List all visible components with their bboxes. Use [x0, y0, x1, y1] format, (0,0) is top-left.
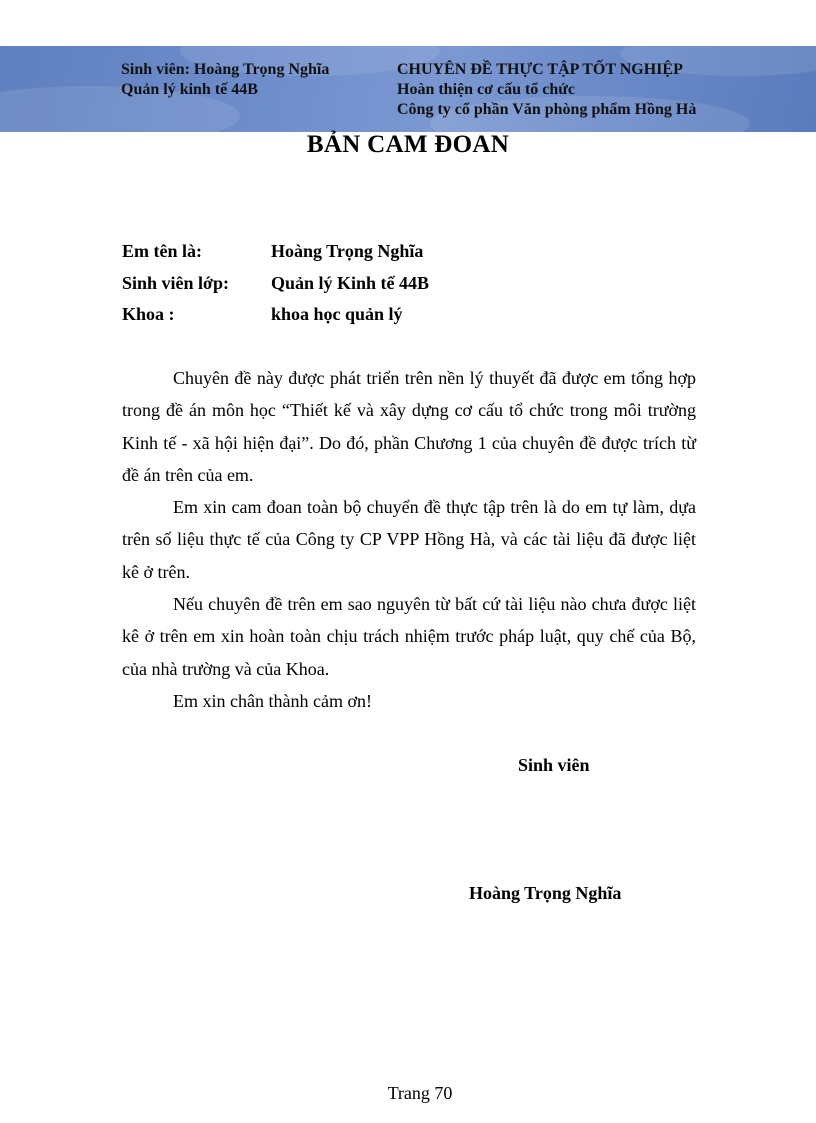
header-band [0, 46, 816, 132]
info-value: Hoàng Trọng Nghĩa [271, 241, 424, 261]
info-row-class [122, 273, 429, 294]
body-paragraph: Em xin chân thành cảm ơn! [173, 690, 372, 711]
info-row-faculty [122, 304, 403, 325]
signature-role: Sinh viên [518, 755, 590, 775]
header-topic-line2: Công ty cổ phần Văn phòng phẩm Hồng Hà [397, 101, 697, 118]
page-number: Trang 70 [387, 1083, 453, 1103]
info-value: khoa học quản lý [271, 304, 403, 324]
info-label: Em tên là: [122, 241, 202, 261]
document-title: BẢN CAM ĐOAN [306, 131, 510, 158]
header-student-class: Quản lý kinh tế 44B [121, 81, 258, 98]
info-row-name [122, 241, 423, 262]
info-label: Khoa : [122, 304, 175, 324]
header-student-info [121, 60, 329, 100]
commitment-body [122, 362, 696, 717]
info-label: Sinh viên lớp: [122, 273, 230, 293]
header-report-info [397, 60, 696, 120]
signature-name: Hoàng Trọng Nghĩa [469, 883, 622, 903]
info-value: Quản lý Kinh tế 44B [271, 273, 430, 293]
body-paragraph: Chuyên đề này được phát triển trên nền lý thuyết đã được em tổng hợp trong đề án môn học “Thiết kế và xây dựng cơ cấu tổ chức trong môi trường Kinh tế - xã hội hiện đại”. Do đó, phần Chương 1 của chuyên đề được trích từ đề án trên của em. [122, 368, 696, 485]
header-report-type: CHUYÊN ĐỀ THỰC TẬP TỐT NGHIỆP [397, 61, 683, 78]
body-paragraph: Em xin cam đoan toàn bộ chuyển đề thực tập trên là do em tự làm, dựa trên số liệu thực tế của Công ty CP VPP Hồng Hà, và các tài liệu đã được liệt kê ở trên. [122, 497, 696, 582]
header-student-name: Sinh viên: Hoàng Trọng Nghĩa [121, 61, 330, 78]
header-topic-line1: Hoàn thiện cơ cấu tổ chức [397, 81, 576, 98]
body-paragraph: Nếu chuyên đề trên em sao nguyên từ bất cứ tài liệu nào chưa được liệt kê ở trên em xin hoàn toàn chịu trách nhiệm trước pháp luật, quy chế của Bộ, của nhà trường và của Khoa. [122, 594, 696, 679]
